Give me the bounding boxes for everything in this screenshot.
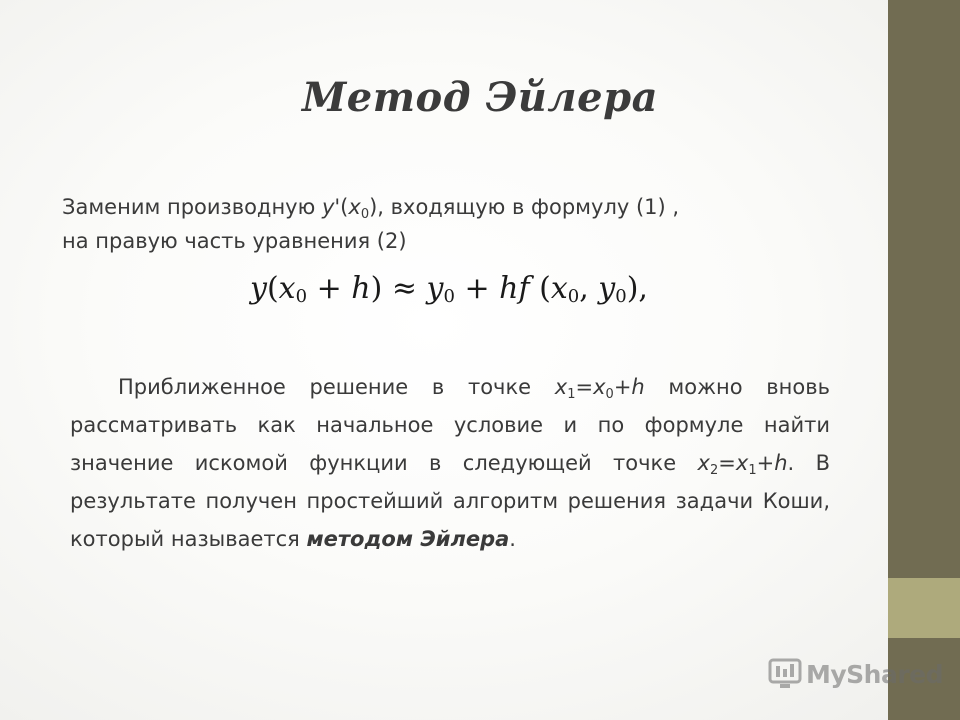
sub-1: 1 bbox=[567, 387, 576, 402]
formula-y0-arg: y bbox=[598, 271, 616, 306]
var-h-b: h bbox=[774, 451, 788, 475]
explanation-end: . bbox=[509, 527, 516, 551]
intro-var-x: x bbox=[348, 195, 361, 219]
slide-title: Метод Эйлера bbox=[302, 74, 658, 121]
equals-2: = bbox=[718, 451, 736, 475]
formula-x0-sub: 0 bbox=[567, 286, 580, 307]
formula-h: h bbox=[351, 271, 371, 306]
emphasized-method-name: методом Эйлера bbox=[306, 527, 510, 551]
formula-comma: , bbox=[579, 271, 599, 306]
sub-2: 2 bbox=[709, 463, 719, 478]
formula-plus-2: + bbox=[454, 271, 500, 306]
formula-y0: y bbox=[426, 271, 444, 306]
formula-x0: x bbox=[550, 271, 568, 306]
formula-close: ), bbox=[626, 271, 648, 306]
var-x1: x bbox=[554, 375, 568, 399]
explanation-text-2: можно вновь рассматривать как начальное условие и по формуле найти значение искомой функции в следующей точке bbox=[70, 375, 831, 475]
var-h: h bbox=[631, 375, 645, 399]
formula-approx: ≈ bbox=[382, 271, 427, 306]
formula-sub: 0 bbox=[295, 286, 308, 307]
euler-formula bbox=[250, 271, 710, 306]
intro-subscript: 0 bbox=[360, 207, 370, 222]
intro-paragraph bbox=[62, 190, 852, 258]
formula-y0-sub: 0 bbox=[443, 286, 455, 307]
intro-var-y: y' bbox=[321, 195, 341, 219]
plus-1: + bbox=[613, 375, 632, 399]
equals-1: = bbox=[575, 375, 594, 399]
formula-paren: ( bbox=[266, 271, 279, 306]
intro-text: Заменим производную bbox=[62, 195, 322, 219]
formula-y0-arg-sub: 0 bbox=[615, 286, 627, 307]
formula-x: x bbox=[278, 271, 296, 306]
watermark bbox=[768, 656, 943, 692]
sidebar-accent-band bbox=[888, 578, 960, 638]
formula-paren-close: ) bbox=[370, 271, 383, 306]
intro-text-cont: ), входящую в формулу (1) , bbox=[369, 195, 680, 219]
explanation-paragraph bbox=[70, 368, 830, 558]
var-x0: x bbox=[593, 375, 606, 399]
var-x2: x bbox=[697, 451, 710, 475]
sub-1-b: 1 bbox=[748, 463, 757, 478]
var-x1-b: x bbox=[735, 451, 749, 475]
formula-plus: + bbox=[307, 271, 352, 306]
watermark-text: MyShared bbox=[806, 659, 944, 689]
formula-y: y bbox=[250, 271, 267, 306]
sub-0: 0 bbox=[605, 387, 614, 402]
plus-2: + bbox=[756, 451, 775, 475]
intro-line2: на правую часть уравнения (2) bbox=[62, 229, 407, 253]
formula-paren-2: ( bbox=[529, 271, 551, 306]
explanation-text-3: . В результате получен простейший алгоритм решения задачи Коши, который называется bbox=[70, 451, 830, 551]
watermark-logo-icon bbox=[768, 657, 804, 691]
formula-hf: hf bbox=[499, 271, 530, 306]
intro-paren: ( bbox=[340, 195, 349, 219]
explanation-text-1: Приближенное решение в точке bbox=[118, 375, 555, 399]
